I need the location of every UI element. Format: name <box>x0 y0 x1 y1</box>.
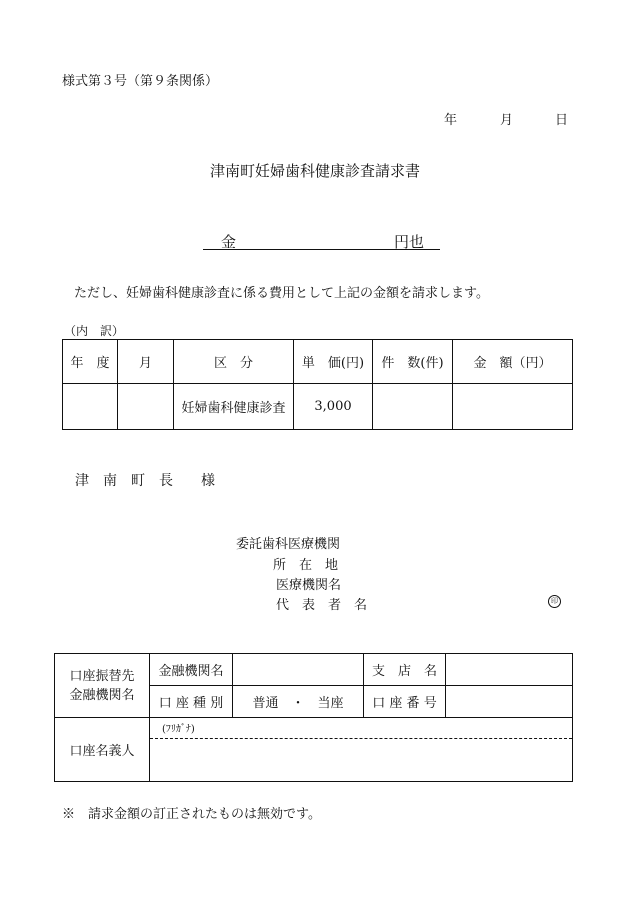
header-amount: 金 額（円） <box>453 340 573 384</box>
breakdown-header-row <box>63 340 573 384</box>
header-count: 件 数(件) <box>373 340 453 384</box>
invalid-correction-note: ※ 請求金額の訂正されたものは無効です。 <box>62 807 321 822</box>
representative-label: 代 表 者 名 <box>276 598 368 613</box>
date-day-label: 日 <box>555 113 569 128</box>
bank-account-table <box>54 653 573 782</box>
breakdown-label: （内 訳） <box>64 324 125 338</box>
furigana-divider <box>150 738 572 739</box>
bank-row-holder <box>55 718 573 782</box>
proviso-text: ただし、妊婦歯科健康診査に係る費用として上記の金額を請求します。 <box>74 286 489 301</box>
address-label: 所 在 地 <box>273 558 339 573</box>
amount-prefix: 金 <box>221 233 237 251</box>
account-holder-field[interactable] <box>150 718 573 782</box>
cell-count[interactable] <box>373 384 453 430</box>
branch-name-field[interactable] <box>446 654 573 686</box>
bank-row-institution <box>55 654 573 686</box>
date-year-label: 年 <box>444 113 458 128</box>
transfer-label-cell <box>55 654 150 718</box>
breakdown-table <box>62 339 573 430</box>
furigana-label: (ﾌﾘｶﾞﾅ) <box>162 724 195 735</box>
cell-amount[interactable] <box>453 384 573 430</box>
institution-name-field[interactable] <box>233 654 364 686</box>
clinic-name-label: 医療機関名 <box>276 578 342 593</box>
account-type-label: 口 座 種 別 <box>150 686 233 718</box>
account-holder-label: 口座名義人 <box>55 718 150 782</box>
branch-name-label: 支 店 名 <box>364 654 446 686</box>
institution-title: 委託歯科医療機関 <box>236 537 341 552</box>
transfer-label-line2: 金融機関名 <box>69 687 135 703</box>
cell-month[interactable] <box>118 384 174 430</box>
transfer-label-line1: 口座振替先 <box>69 668 135 684</box>
date-month-label: 月 <box>500 113 514 128</box>
header-category: 区 分 <box>174 340 294 384</box>
header-month: 月 <box>118 340 174 384</box>
header-unit-price: 単 価(円) <box>294 340 373 384</box>
seal-mark-icon: 印 <box>548 595 561 608</box>
cell-unit-price: 3,000 <box>294 384 373 430</box>
account-number-field[interactable] <box>446 686 573 718</box>
amount-suffix: 円也 <box>394 233 425 251</box>
institution-name-label: 金融機関名 <box>150 654 233 686</box>
document-title: 津南町妊婦歯科健康診査請求書 <box>209 162 420 180</box>
cell-category: 妊婦歯科健康診査 <box>174 384 294 430</box>
header-fiscal-year: 年 度 <box>63 340 118 384</box>
breakdown-data-row <box>63 384 573 430</box>
account-type-options[interactable]: 普通 ・ 当座 <box>233 686 364 718</box>
form-number: 様式第３号（第９条関係） <box>62 74 219 89</box>
account-number-label: 口 座 番 号 <box>364 686 446 718</box>
cell-fiscal-year[interactable] <box>63 384 118 430</box>
addressee: 津 南 町 長 様 <box>75 473 215 489</box>
